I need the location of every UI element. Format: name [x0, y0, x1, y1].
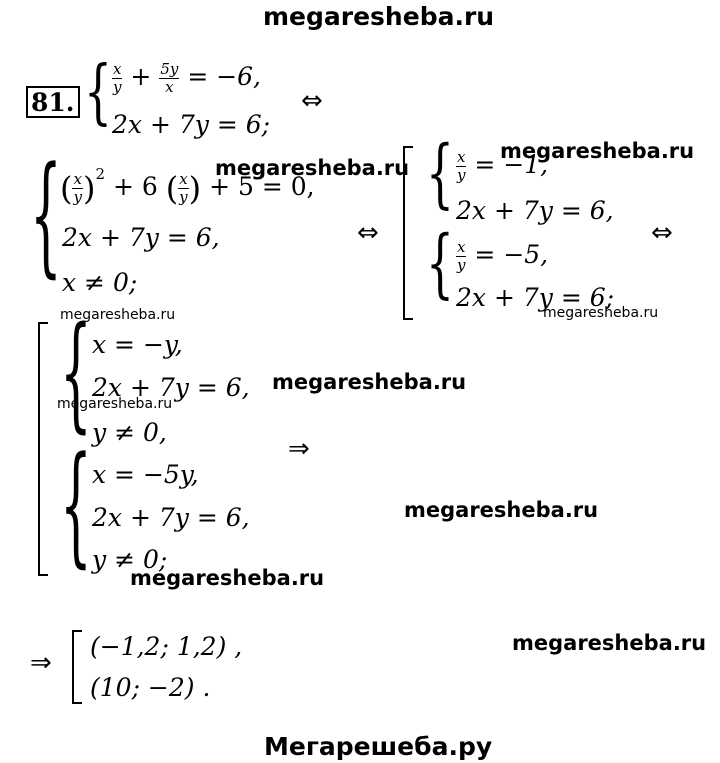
- system4a-brace: {: [60, 300, 92, 445]
- system1-eq2: 2x + 7y = 6;: [112, 110, 271, 139]
- system3a-eq2: 2x + 7y = 6,: [456, 196, 614, 225]
- system4b-brace: {: [60, 429, 92, 581]
- watermark-6: megaresheba.ru: [512, 631, 707, 655]
- equiv-symbol-1: ⇔: [301, 86, 323, 116]
- system3b-eq1: $\frac{x}{y}$ = −5,: [456, 238, 549, 274]
- problem-number: 81.: [26, 86, 80, 118]
- system2-eq3: x ≠ 0;: [62, 268, 138, 297]
- system2-brace: {: [30, 139, 62, 291]
- system1-frac2: $\frac{5y}{x}$: [160, 60, 179, 96]
- equiv-symbol-3: ⇔: [651, 218, 673, 248]
- system4a-eq2: 2x + 7y = 6,: [92, 373, 250, 402]
- system4b-eq3: y ≠ 0;: [92, 545, 168, 574]
- watermark-small-1: megaresheba.ru: [60, 307, 176, 323]
- watermark-1: megaresheba.ru: [215, 156, 410, 180]
- system3b-brace: {: [426, 221, 454, 308]
- system4a-eq1: x = −y,: [92, 330, 183, 359]
- system3b-frac: $\frac{x}{y}$: [456, 238, 466, 274]
- system3a-eq1: $\frac{x}{y}$ = −1,: [456, 148, 549, 184]
- watermark-5: megaresheba.ru: [130, 566, 325, 590]
- footer-watermark: Мегарешеба.ру: [264, 732, 493, 761]
- system1-brace: {: [84, 51, 112, 134]
- system2-eq1: ( $\frac{x}{y}$ )$^2$ + 6 ( $\frac{x}{y}$ ) + 5 = 0,: [60, 165, 315, 208]
- system2-frac-a: $\frac{x}{y}$: [73, 170, 82, 206]
- system4a-eq3: y ≠ 0,: [92, 418, 167, 447]
- implies-symbol-2: ⇒: [30, 648, 52, 678]
- system3b-eq2: 2x + 7y = 6;: [456, 283, 615, 312]
- header-watermark: megaresheba.ru: [263, 2, 495, 31]
- system1-eq1: $\frac{x}{y}$ + $\frac{5y}{x}$ = −6,: [112, 60, 262, 96]
- system4-bracket: [38, 322, 48, 576]
- system4b-eq2: 2x + 7y = 6,: [92, 503, 250, 532]
- system3a-frac: $\frac{x}{y}$: [456, 148, 466, 184]
- watermark-small-3: megaresheba.ru: [57, 396, 173, 412]
- watermark-2: megaresheba.ru: [500, 139, 695, 163]
- watermark-4: megaresheba.ru: [404, 498, 599, 522]
- watermark-small-2: megaresheba.ru: [543, 305, 659, 321]
- system2-eq2: 2x + 7y = 6,: [62, 223, 220, 252]
- answer-solution-1: (−1,2; 1,2) ,: [90, 632, 243, 661]
- system4b-eq1: x = −5y,: [92, 460, 199, 489]
- answer-bracket: [72, 630, 82, 704]
- answer-solution-2: (10; −2) .: [90, 673, 211, 702]
- implies-symbol-1: ⇒: [288, 434, 310, 464]
- watermark-3: megaresheba.ru: [272, 370, 467, 394]
- system3a-brace: {: [426, 131, 454, 218]
- equiv-symbol-2: ⇔: [357, 218, 379, 248]
- system2-frac-b: $\frac{x}{y}$: [179, 170, 188, 206]
- system1-frac1: $\frac{x}{y}$: [112, 60, 122, 96]
